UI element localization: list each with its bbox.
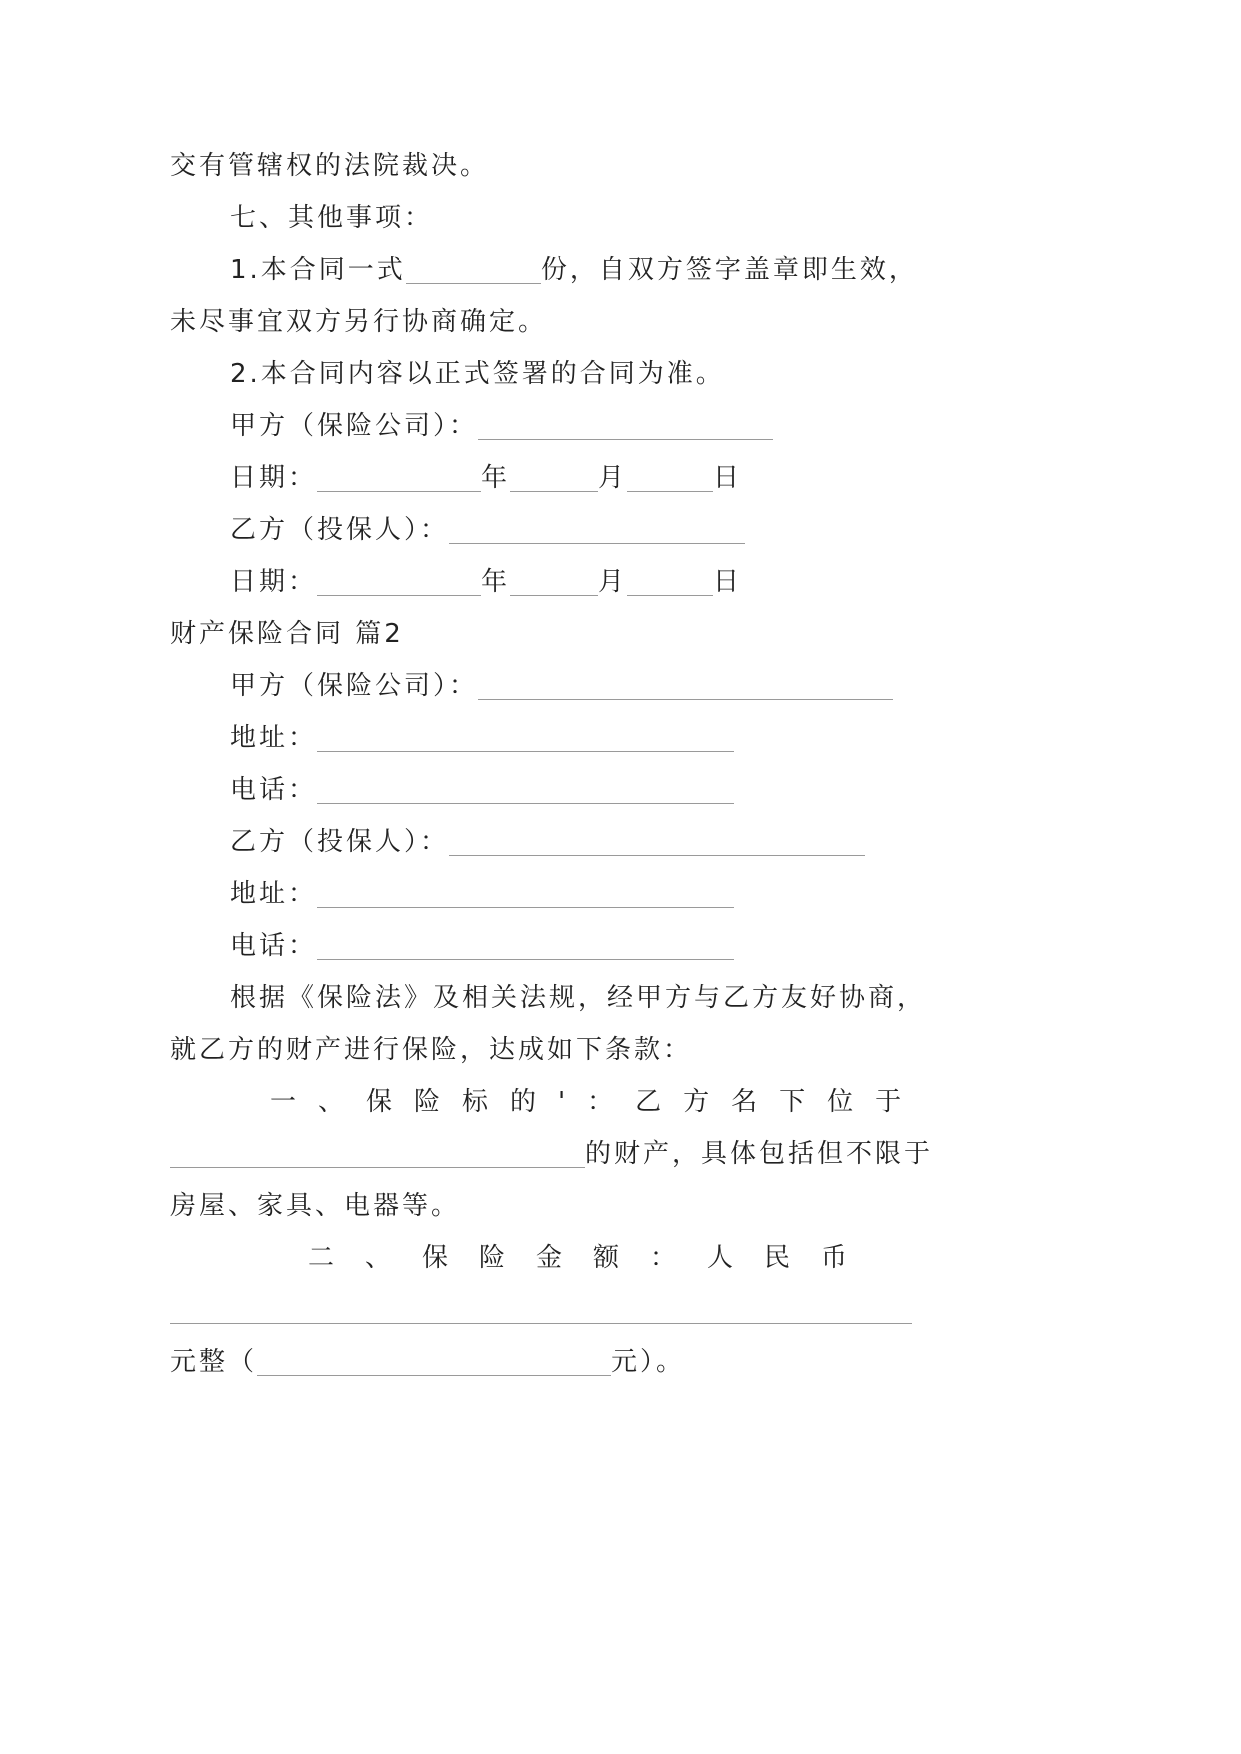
- heading-other-matters: 七、其他事项：: [230, 203, 434, 233]
- year-blank[interactable]: [317, 461, 481, 492]
- address-blank[interactable]: [317, 877, 734, 908]
- party-b-line: [170, 816, 945, 868]
- address-a-line: [170, 712, 945, 764]
- amount-blank[interactable]: [170, 1293, 912, 1324]
- label: 日期：: [230, 567, 318, 597]
- amount-blank-line: [170, 1284, 945, 1336]
- text-line: 交有管辖权的法院裁决。: [170, 151, 490, 181]
- party-b-blank[interactable]: [449, 513, 745, 544]
- label: 乙方（投保人）：: [230, 515, 450, 545]
- label: 月: [598, 567, 628, 597]
- text: 份，自双方签字盖章即生效，: [540, 255, 918, 285]
- label: 日: [713, 567, 743, 597]
- phone-a-line: [170, 764, 945, 816]
- clause-1: [170, 244, 945, 296]
- clause-2: 2.本合同内容以正式签署的合同为准。: [230, 359, 725, 389]
- phone-b-line: [170, 920, 945, 972]
- label: 甲方（保险公司）：: [230, 671, 479, 701]
- document-page: [170, 140, 945, 1388]
- party-b-blank[interactable]: [449, 825, 865, 856]
- party-a-blank[interactable]: [478, 409, 773, 440]
- party-a-signature: [170, 400, 945, 452]
- text: 的财产，具体包括但不限于: [585, 1139, 934, 1169]
- amount-figure-line: [170, 1336, 945, 1388]
- label: 电话：: [230, 931, 318, 961]
- label: 日期：: [230, 463, 318, 493]
- date-line-b: [170, 556, 945, 608]
- clause-subject: 一、保险标的'：乙方名下位于: [270, 1087, 924, 1117]
- label: 甲方（保险公司）：: [230, 411, 479, 441]
- party-b-signature: [170, 504, 945, 556]
- label: 年: [481, 463, 511, 493]
- month-blank[interactable]: [510, 565, 598, 596]
- label: 年: [481, 567, 511, 597]
- label: 电话：: [230, 775, 318, 805]
- text: 元整（: [170, 1347, 258, 1377]
- year-blank[interactable]: [317, 565, 481, 596]
- label: 日: [713, 463, 743, 493]
- label: 地址：: [230, 723, 318, 753]
- label: 乙方（投保人）：: [230, 827, 450, 857]
- text: 1.本合同一式: [230, 255, 406, 285]
- text-line: 房屋、家具、电器等。: [170, 1191, 461, 1221]
- location-blank[interactable]: [170, 1137, 585, 1168]
- phone-blank[interactable]: [317, 929, 734, 960]
- date-line-a: [170, 452, 945, 504]
- day-blank[interactable]: [627, 565, 713, 596]
- address-b-line: [170, 868, 945, 920]
- text: 元）。: [611, 1347, 686, 1377]
- clause-subject-cont: [170, 1128, 945, 1180]
- section-title: 财产保险合同 篇2: [170, 619, 404, 649]
- month-blank[interactable]: [510, 461, 598, 492]
- text-line: 根据《保险法》及相关法规，经甲方与乙方友好协商，: [230, 983, 927, 1013]
- amount-figure-blank[interactable]: [257, 1345, 611, 1376]
- label: 月: [598, 463, 628, 493]
- text-line: 未尽事宜双方另行协商确定。: [170, 307, 548, 337]
- party-a-blank[interactable]: [478, 669, 893, 700]
- text-line: 就乙方的财产进行保险，达成如下条款：: [170, 1035, 693, 1065]
- party-a-line: [170, 660, 945, 712]
- address-blank[interactable]: [317, 721, 734, 752]
- clause-amount: 二、保险金额：人民币: [308, 1243, 879, 1273]
- copies-blank[interactable]: [406, 253, 541, 284]
- phone-blank[interactable]: [317, 773, 734, 804]
- day-blank[interactable]: [627, 461, 713, 492]
- label: 地址：: [230, 879, 318, 909]
